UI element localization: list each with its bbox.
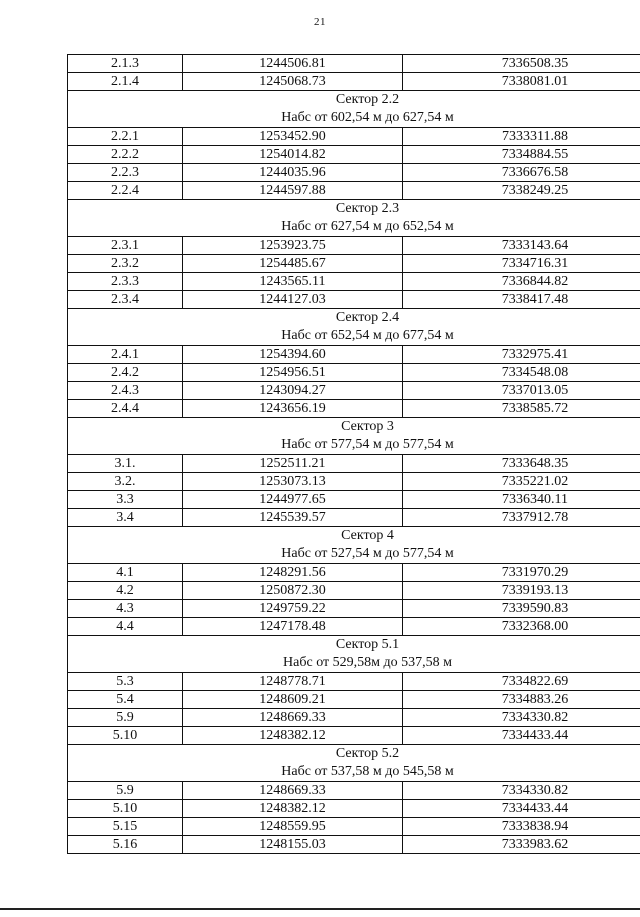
table-row — [68, 455, 640, 473]
x-coordinate-cell: 1247178.48 — [183, 618, 403, 636]
y-coordinate-cell: 7339193.13 — [403, 582, 640, 600]
x-coordinate-cell: 1244977.65 — [183, 491, 403, 509]
sector-header-row — [68, 200, 640, 237]
point-id-cell: 2.4.4 — [68, 400, 183, 418]
page-number: 21 — [314, 16, 326, 28]
table-row — [68, 727, 640, 745]
x-coordinate-cell: 1254956.51 — [183, 364, 403, 382]
table-row — [68, 673, 640, 691]
table-row — [68, 164, 640, 182]
table-row — [68, 473, 640, 491]
table-row — [68, 146, 640, 164]
point-id-cell: 4.3 — [68, 600, 183, 618]
table-row — [68, 691, 640, 709]
page-bottom-edge — [0, 908, 640, 910]
table-row — [68, 800, 640, 818]
table-row — [68, 55, 640, 73]
sector-header — [68, 309, 640, 346]
y-coordinate-cell: 7338081.01 — [403, 73, 640, 91]
y-coordinate-cell: 7334884.55 — [403, 146, 640, 164]
table-row — [68, 364, 640, 382]
y-coordinate-cell: 7338249.25 — [403, 182, 640, 200]
y-coordinate-cell: 7337013.05 — [403, 382, 640, 400]
sector-title: Сектор 2.3 — [335, 201, 400, 216]
point-id-cell: 2.3.4 — [68, 291, 183, 309]
sector-header — [68, 745, 640, 782]
y-coordinate-cell: 7333311.88 — [403, 128, 640, 146]
x-coordinate-cell: 1248778.71 — [183, 673, 403, 691]
x-coordinate-cell: 1244035.96 — [183, 164, 403, 182]
table-row — [68, 618, 640, 636]
point-id-cell: 2.3.3 — [68, 273, 183, 291]
y-coordinate-cell: 7333983.62 — [403, 836, 640, 854]
sector-elevation-range: Набс от 602,54 м до 627,54 м — [281, 110, 454, 125]
table-row — [68, 818, 640, 836]
y-coordinate-cell: 7333143.64 — [403, 237, 640, 255]
sector-elevation-range: Набс от 652,54 м до 677,54 м — [281, 328, 454, 343]
sector-header — [68, 636, 640, 673]
point-id-cell: 4.2 — [68, 582, 183, 600]
point-id-cell: 2.4.1 — [68, 346, 183, 364]
x-coordinate-cell: 1243656.19 — [183, 400, 403, 418]
point-id-cell: 2.2.3 — [68, 164, 183, 182]
y-coordinate-cell: 7336676.58 — [403, 164, 640, 182]
x-coordinate-cell: 1253073.13 — [183, 473, 403, 491]
table-row — [68, 600, 640, 618]
sector-title: Сектор 3 — [341, 419, 394, 434]
point-id-cell: 4.4 — [68, 618, 183, 636]
y-coordinate-cell: 7334330.82 — [403, 709, 640, 727]
y-coordinate-cell: 7334433.44 — [403, 727, 640, 745]
y-coordinate-cell: 7333648.35 — [403, 455, 640, 473]
sector-elevation-range: Набс от 537,58 м до 545,58 м — [281, 764, 454, 779]
x-coordinate-cell: 1245068.73 — [183, 73, 403, 91]
x-coordinate-cell: 1244597.88 — [183, 182, 403, 200]
table-row — [68, 237, 640, 255]
point-id-cell: 3.3 — [68, 491, 183, 509]
point-id-cell: 5.9 — [68, 782, 183, 800]
sector-header-row — [68, 91, 640, 128]
y-coordinate-cell: 7338585.72 — [403, 400, 640, 418]
y-coordinate-cell: 7335221.02 — [403, 473, 640, 491]
x-coordinate-cell: 1248669.33 — [183, 709, 403, 727]
sector-title: Сектор 5.1 — [335, 637, 400, 652]
sector-header — [68, 418, 640, 455]
x-coordinate-cell: 1254394.60 — [183, 346, 403, 364]
y-coordinate-cell: 7334716.31 — [403, 255, 640, 273]
point-id-cell: 5.3 — [68, 673, 183, 691]
sector-header — [68, 200, 640, 237]
x-coordinate-cell: 1243565.11 — [183, 273, 403, 291]
table-row — [68, 582, 640, 600]
point-id-cell: 2.1.4 — [68, 73, 183, 91]
sector-title: Сектор 2.4 — [335, 310, 400, 325]
x-coordinate-cell: 1248669.33 — [183, 782, 403, 800]
sector-header-row — [68, 309, 640, 346]
x-coordinate-cell: 1248291.56 — [183, 564, 403, 582]
x-coordinate-cell: 1244506.81 — [183, 55, 403, 73]
y-coordinate-cell: 7334433.44 — [403, 800, 640, 818]
point-id-cell: 5.16 — [68, 836, 183, 854]
y-coordinate-cell: 7336340.11 — [403, 491, 640, 509]
table-row — [68, 346, 640, 364]
x-coordinate-cell: 1248609.21 — [183, 691, 403, 709]
sector-title: Сектор 5.2 — [335, 746, 400, 761]
sector-header — [68, 527, 640, 564]
sector-header-row — [68, 745, 640, 782]
sector-header-row — [68, 418, 640, 455]
x-coordinate-cell: 1243094.27 — [183, 382, 403, 400]
table-row — [68, 182, 640, 200]
point-id-cell: 3.4 — [68, 509, 183, 527]
sector-elevation-range: Набс от 527,54 м до 577,54 м — [281, 546, 454, 561]
y-coordinate-cell: 7331970.29 — [403, 564, 640, 582]
x-coordinate-cell: 1244127.03 — [183, 291, 403, 309]
table-row — [68, 273, 640, 291]
point-id-cell: 3.1. — [68, 455, 183, 473]
point-id-cell: 2.3.2 — [68, 255, 183, 273]
point-id-cell: 2.2.1 — [68, 128, 183, 146]
sector-header — [68, 91, 640, 128]
sector-elevation-range: Набс от 627,54 м до 652,54 м — [281, 219, 454, 234]
x-coordinate-cell: 1248382.12 — [183, 727, 403, 745]
table-row — [68, 709, 640, 727]
point-id-cell: 5.15 — [68, 818, 183, 836]
x-coordinate-cell: 1253452.90 — [183, 128, 403, 146]
table-row — [68, 128, 640, 146]
sector-elevation-range: Набс от 577,54 м до 577,54 м — [281, 437, 454, 452]
x-coordinate-cell: 1253923.75 — [183, 237, 403, 255]
y-coordinate-cell: 7332368.00 — [403, 618, 640, 636]
x-coordinate-cell: 1245539.57 — [183, 509, 403, 527]
y-coordinate-cell: 7334330.82 — [403, 782, 640, 800]
table-row — [68, 836, 640, 854]
table-row — [68, 73, 640, 91]
point-id-cell: 5.10 — [68, 800, 183, 818]
sector-header-row — [68, 527, 640, 564]
y-coordinate-cell: 7334548.08 — [403, 364, 640, 382]
point-id-cell: 5.10 — [68, 727, 183, 745]
table-row — [68, 255, 640, 273]
x-coordinate-cell: 1254014.82 — [183, 146, 403, 164]
point-id-cell: 2.3.1 — [68, 237, 183, 255]
point-id-cell: 5.9 — [68, 709, 183, 727]
x-coordinate-cell: 1249759.22 — [183, 600, 403, 618]
x-coordinate-cell: 1248155.03 — [183, 836, 403, 854]
table-row — [68, 782, 640, 800]
table-row — [68, 400, 640, 418]
y-coordinate-cell: 7336508.35 — [403, 55, 640, 73]
table-row — [68, 564, 640, 582]
table-row — [68, 382, 640, 400]
point-id-cell: 4.1 — [68, 564, 183, 582]
table-row — [68, 509, 640, 527]
y-coordinate-cell: 7337912.78 — [403, 509, 640, 527]
x-coordinate-cell: 1248559.95 — [183, 818, 403, 836]
sector-header-row — [68, 636, 640, 673]
y-coordinate-cell: 7333838.94 — [403, 818, 640, 836]
table-row — [68, 491, 640, 509]
y-coordinate-cell: 7334883.26 — [403, 691, 640, 709]
y-coordinate-cell: 7338417.48 — [403, 291, 640, 309]
coordinates-table-body — [68, 55, 640, 854]
coordinates-table — [67, 54, 640, 854]
point-id-cell: 2.1.3 — [68, 55, 183, 73]
sector-title: Сектор 4 — [341, 528, 394, 543]
y-coordinate-cell: 7334822.69 — [403, 673, 640, 691]
point-id-cell: 2.4.2 — [68, 364, 183, 382]
y-coordinate-cell: 7332975.41 — [403, 346, 640, 364]
y-coordinate-cell: 7336844.82 — [403, 273, 640, 291]
x-coordinate-cell: 1252511.21 — [183, 455, 403, 473]
sector-title: Сектор 2.2 — [335, 92, 400, 107]
sector-elevation-range: Набс от 529,58м до 537,58 м — [283, 655, 452, 670]
y-coordinate-cell: 7339590.83 — [403, 600, 640, 618]
point-id-cell: 5.4 — [68, 691, 183, 709]
x-coordinate-cell: 1254485.67 — [183, 255, 403, 273]
point-id-cell: 2.2.2 — [68, 146, 183, 164]
x-coordinate-cell: 1250872.30 — [183, 582, 403, 600]
x-coordinate-cell: 1248382.12 — [183, 800, 403, 818]
point-id-cell: 2.4.3 — [68, 382, 183, 400]
table-row — [68, 291, 640, 309]
point-id-cell: 2.2.4 — [68, 182, 183, 200]
point-id-cell: 3.2. — [68, 473, 183, 491]
